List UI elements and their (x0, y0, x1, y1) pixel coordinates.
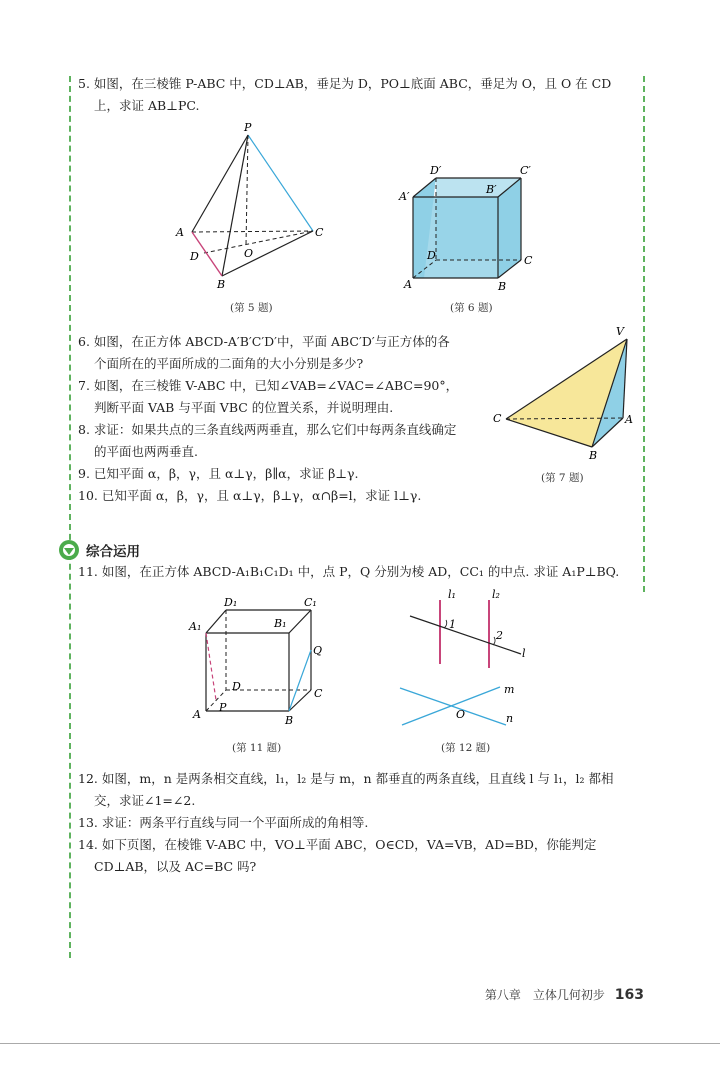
page-number: 163 (614, 987, 644, 1003)
right-dashed-border (643, 76, 645, 592)
label-C7: C (493, 412, 502, 425)
left-dashed-border (69, 76, 71, 958)
label-l1: l₁ (448, 588, 456, 601)
label-angle-1: 1 (449, 618, 456, 631)
label-Ap: A′ (399, 190, 410, 203)
page-bottom-rule (0, 1043, 720, 1044)
problem-6-line-2: 个面所在的平面所成的二面角的大小分别是多少? (94, 356, 364, 371)
problem-8-line-2: 的平面也两两垂直. (94, 444, 198, 459)
label-l: l (522, 647, 526, 660)
label-V: V (616, 325, 624, 338)
problem-5-line-2: 上，求证 AB⊥PC. (94, 98, 200, 113)
label-angle-2: 2 (496, 629, 503, 642)
problem-11: 11. 如图，在正方体 ABCD-A₁B₁C₁D₁ 中，点 P，Q 分别为棱 AD，CC₁ 的中点. 求证 A₁P⊥BQ. (78, 564, 620, 579)
label-C1: C₁ (304, 596, 317, 609)
label-Bp: B′ (486, 183, 497, 196)
label-B7: B (589, 449, 598, 462)
label-O: O (244, 247, 254, 260)
label-D6: D (427, 249, 436, 262)
problem-10: 10. 已知平面 α，β，γ，且 α⊥γ，β⊥γ，α∩β=l，求证 l⊥γ. (78, 488, 422, 503)
label-O12: O (456, 708, 466, 721)
section-title: 综合运用 (86, 544, 140, 560)
problem-9: 9. 已知平面 α，β，γ，且 α⊥γ，β∥α，求证 β⊥γ. (78, 466, 359, 481)
label-B11: B (285, 714, 294, 727)
label-l2: l₂ (492, 588, 500, 601)
problem-7-line-1: 7. 如图，在三棱锥 V-ABC 中，已知∠VAB=∠VAC=∠ABC=90°， (78, 378, 459, 393)
label-B1: B₁ (274, 617, 287, 630)
figure-7 (488, 322, 638, 462)
target-icon (58, 539, 80, 561)
problem-8-line-1: 8. 求证：如果共点的三条直线两两垂直，那么它们中每两条直线确定 (78, 422, 457, 437)
label-B6: B (498, 280, 507, 293)
label-D: D (190, 250, 199, 263)
problem-12-line-1: 12. 如图，m，n 是两条相交直线，l₁，l₂ 是与 m，n 都垂直的两条直线，且直线 l 与 l₁，l₂ 都相 (78, 771, 614, 786)
page-footer (485, 986, 644, 1003)
label-B: B (217, 278, 226, 291)
figure-5 (170, 118, 340, 293)
caption-fig11: (第 11 题) (232, 742, 282, 754)
label-C6: C (524, 254, 533, 267)
label-C11: C (314, 687, 323, 700)
figure-6 (396, 160, 546, 295)
problem-14-line-1: 14. 如下页图，在棱锥 V-ABC 中，VO⊥平面 ABC，O∈CD，VA=VB，AD=BD，你能判定 (78, 837, 597, 852)
chapter-title: 第八章 立体几何初步 (484, 988, 605, 1002)
problem-14-line-2: CD⊥AB，以及 AC=BC 吗? (94, 859, 257, 874)
label-D1: D₁ (224, 596, 238, 609)
figure-11 (186, 593, 336, 728)
problem-6-line-1: 6. 如图，在正方体 ABCD-A′B′C′D′中，平面 ABC′D′与正方体的各 (78, 334, 450, 349)
problem-7-line-2: 判断平面 VAB 与平面 VBC 的位置关系，并说明理由. (94, 400, 394, 415)
caption-fig12: (第 12 题) (441, 742, 491, 754)
problem-12-line-2: 交，求证∠1=∠2. (94, 793, 196, 808)
figure-12 (396, 582, 536, 732)
caption-fig5: (第 5 题) (230, 302, 273, 314)
label-Q: Q (313, 644, 323, 657)
label-A: A (176, 226, 184, 239)
caption-fig6: (第 6 题) (450, 302, 493, 314)
label-A11: A (193, 708, 201, 721)
label-m: m (504, 683, 515, 696)
label-A6: A (404, 278, 412, 291)
problem-5-line-1: 5. 如图，在三棱锥 P-ABC 中，CD⊥AB，垂足为 D，PO⊥底面 ABC，垂足为 O，且 O 在 CD (78, 76, 612, 91)
label-C: C (315, 226, 324, 239)
label-n: n (506, 712, 514, 725)
label-A7: A (625, 413, 633, 426)
label-Dp: D′ (430, 164, 442, 177)
problem-13: 13. 求证：两条平行直线与同一个平面所成的角相等. (78, 815, 369, 830)
label-P: P (244, 121, 252, 134)
label-D11: D (232, 680, 241, 693)
label-A1: A₁ (189, 620, 202, 633)
label-P11: P (219, 701, 227, 714)
label-Cp: C′ (520, 164, 531, 177)
caption-fig7: (第 7 题) (541, 472, 584, 484)
section-header (58, 539, 140, 561)
